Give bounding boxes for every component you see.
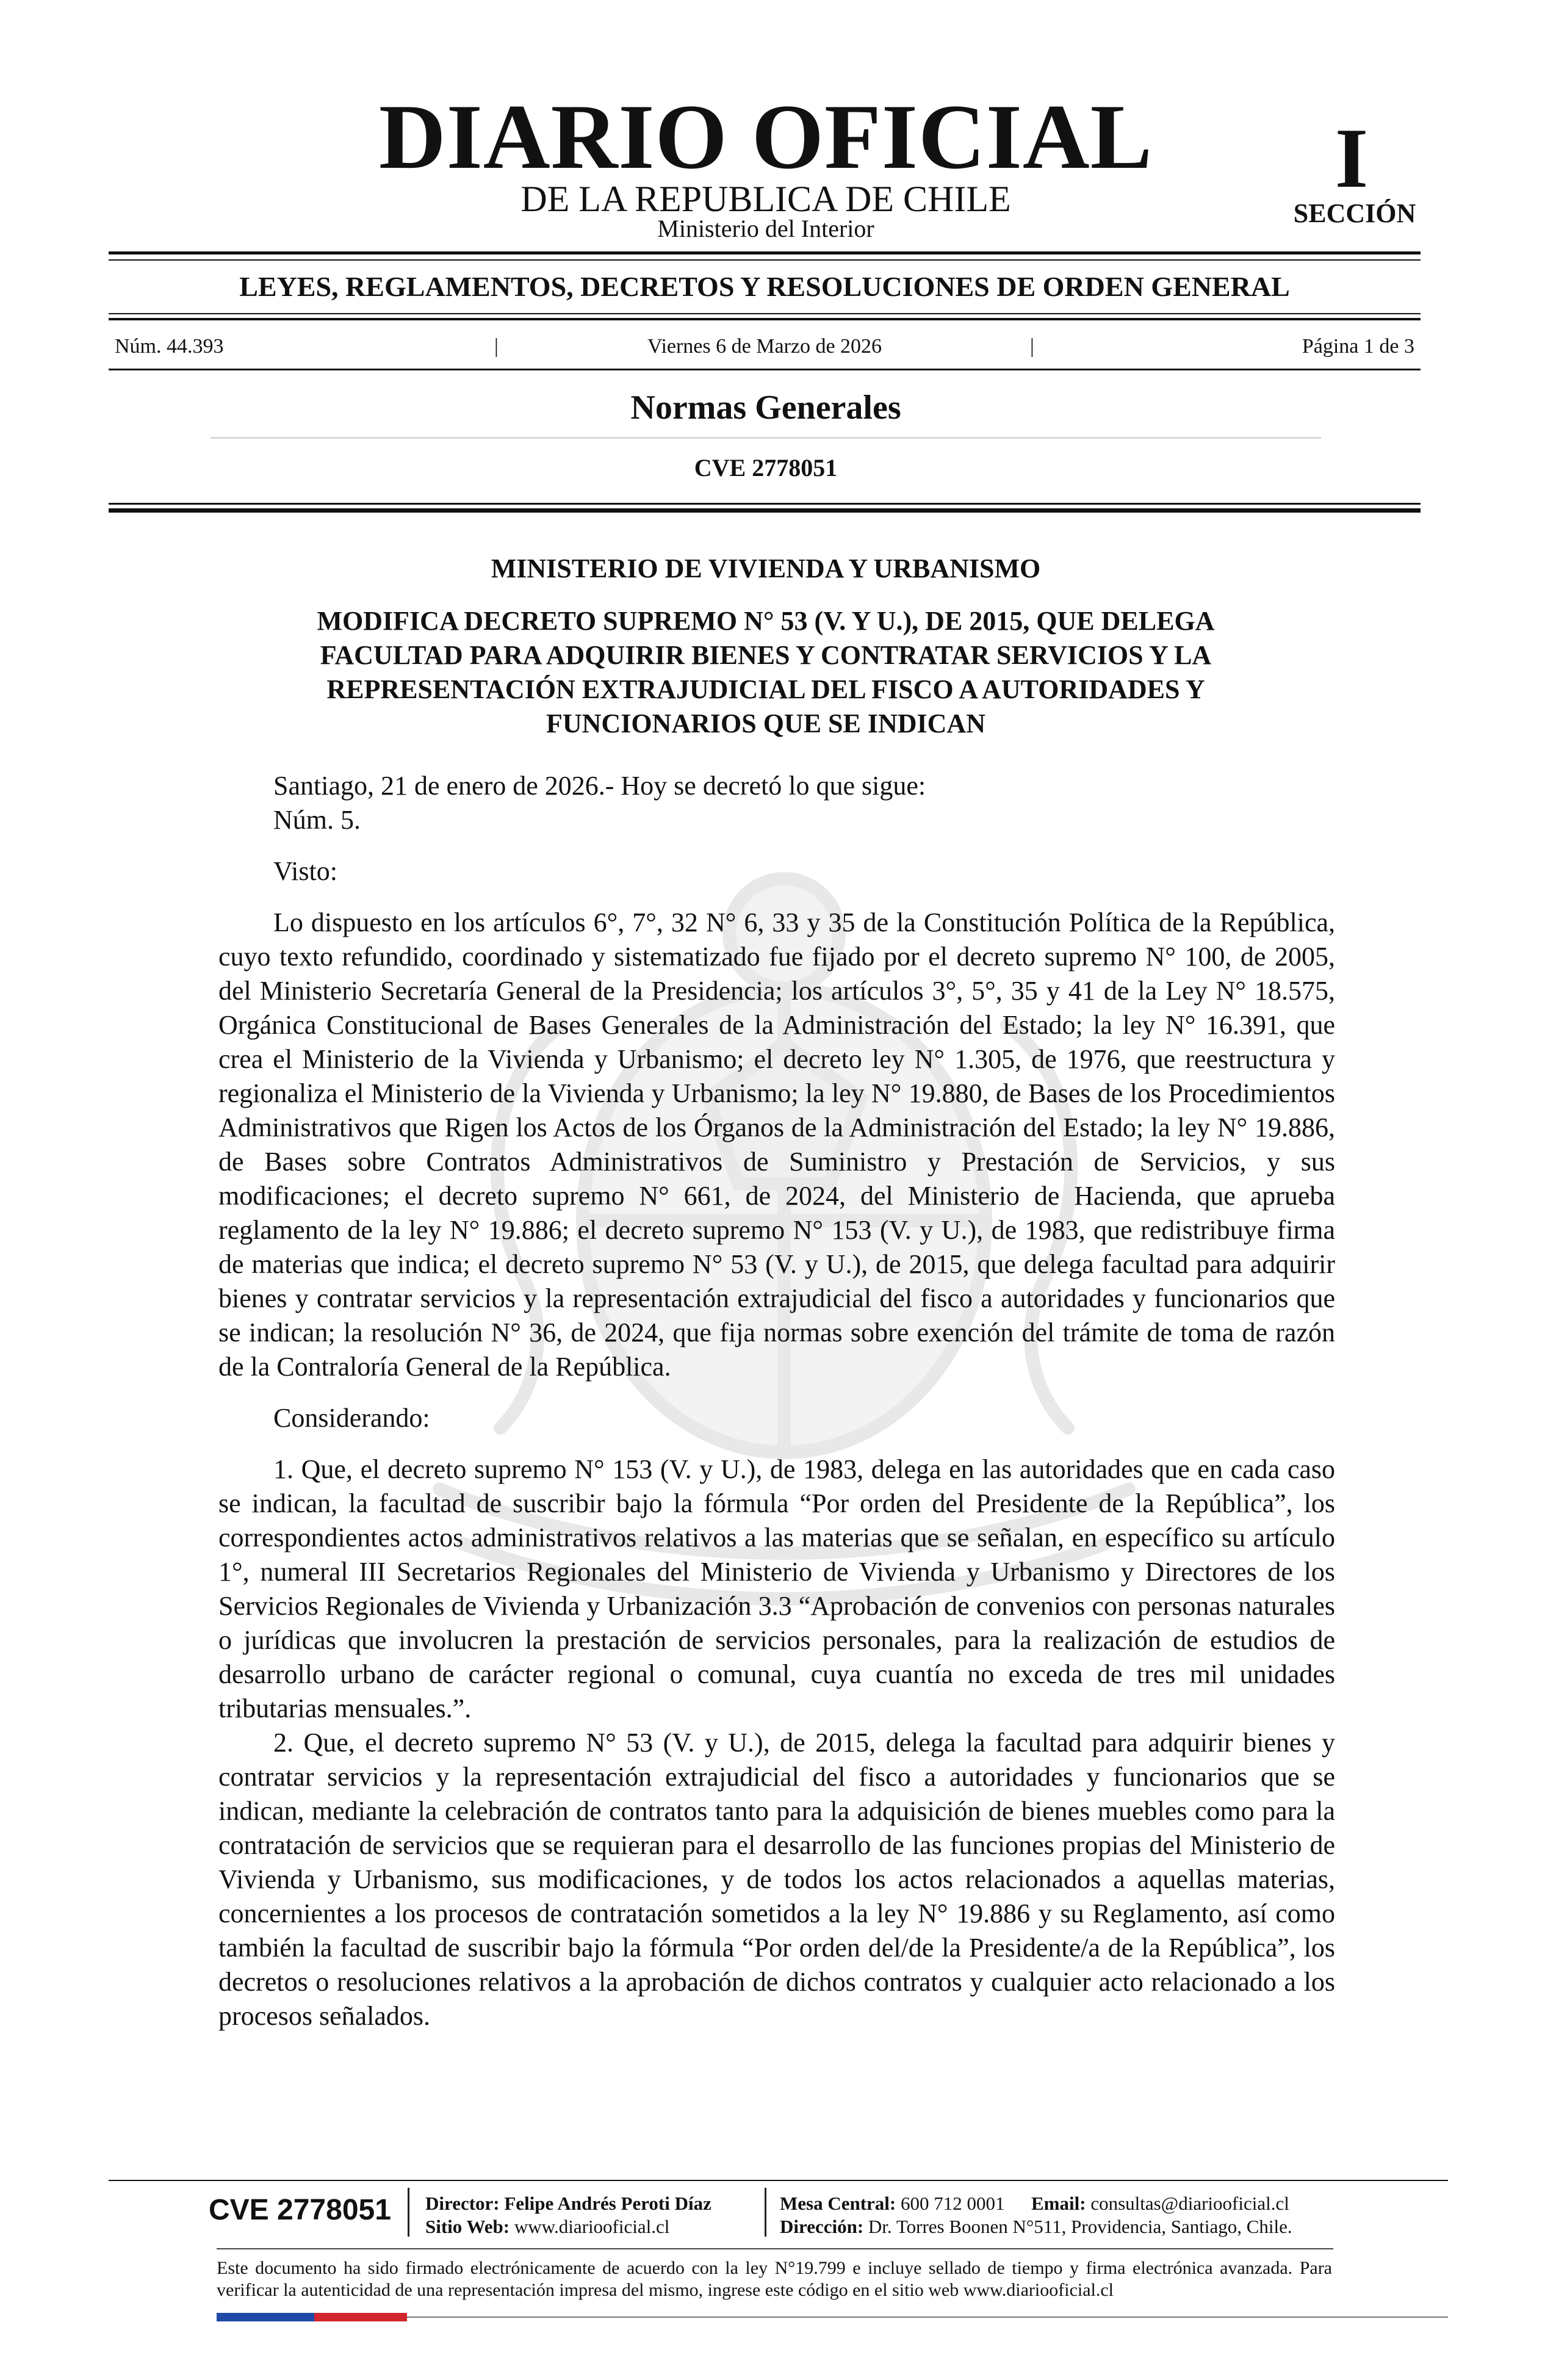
address-label: Dirección: — [780, 2216, 864, 2237]
issue-page: Página 1 de 3 — [1302, 335, 1414, 358]
footer-divider — [408, 2188, 409, 2237]
section-heading: Normas Generales — [630, 389, 901, 427]
mesa-value: 600 712 0001 — [901, 2193, 1005, 2214]
category-rule-thin — [109, 313, 1421, 314]
mesa-label: Mesa Central: — [780, 2193, 896, 2214]
masthead-rule-thick — [109, 251, 1421, 254]
section-divider — [211, 437, 1321, 439]
newspaper-title: DIARIO OFICIAL — [378, 85, 1153, 188]
decree-place-date: Santiago, 21 de enero de 2026.- Hoy se decretó lo que sigue: — [273, 771, 926, 801]
footer-address — [780, 2215, 1292, 2238]
considerando-label: Considerando: — [273, 1403, 430, 1433]
newspaper-ministry: Ministerio del Interior — [657, 215, 874, 242]
considerando-paragraph: 1. Que, el decreto supremo N° 153 (V. y U.), de 1983, delega en las autoridades que en cada caso se indican, la facultad de suscribir bajo la fórmula “Por orden del Presidente de la República”, los correspondientes actos administrativos relativos a las materias que se señalan, en específico su artículo 1°, numeral III Secretarios Regionales del Ministerio de Vivienda y Urbanismo y Directores de los Servicios Regionales de Vivienda y Urbanización 3.3 “Aprobación de convenios con personas naturales o jurídicas que involucren la prestación de servicios personales, para la realización de estudios de desarrollo urbano de carácter regional o comunal, cuya cuantía no exceda de tres mil unidades tributarias mensuales.”. — [218, 1454, 1335, 1723]
issue-separator: | — [1030, 335, 1034, 358]
flag-stripe-blue — [217, 2313, 314, 2321]
address-value: Dr. Torres Boonen N°511, Providencia, Santiago, Chile. — [868, 2216, 1292, 2237]
footer-legal-notice: Este documento ha sido firmado electrónicamente de acuerdo con la ley N°19.799 e incluye sellado de tiempo y firma electrónica avanzada. Para verificar la autenticidad de una representación impresa del mismo, ingrese este código en el sitio web www.diariooficial.cl — [217, 2258, 1332, 2300]
considerando-paragraph: 2. Que, el decreto supremo N° 53 (V. y U.), de 2015, delega la facultad para adquirir bienes y contratar servicios y la representación extrajudicial del fisco a autoridades y funcionarios que se indican, mediante la celebración de contratos tanto para la adquisición de bienes muebles como para la contratación de servicios que se requieran para el desarrollo de las funciones propias del Ministerio de Vivienda y Urbanismo, sus modificaciones, y de todos los actos relacionados a aquellas materias, concernientes a los procesos de contratación sometidos a la ley N° 19.886 y su Reglamento, así como también la facultad de suscribir bajo la fórmula “Por orden del/de la Presidente/a de la República”, los decretos o resoluciones relativos a la aprobación de dichos contratos y cualquier acto relacionado a los procesos señalados. — [218, 1728, 1335, 2031]
cve-rule-thick — [109, 508, 1421, 513]
footer-site — [425, 2215, 669, 2238]
newspaper-subtitle: DE LA REPUBLICA DE CHILE — [520, 179, 1011, 219]
footer-rule-mid — [217, 2248, 1333, 2249]
decree-title: MODIFICA DECRETO SUPREMO N° 53 (V. Y U.), DE 2015, QUE DELEGA FACULTAD PARA ADQUIRIR BIENES Y CONTRATAR SERVICIOS Y LA REPRESENTACIÓN EXTRAJUDICIAL DEL FISCO A AUTORIDADES Y FUNCIONARIOS QUE SE INDICAN — [317, 606, 1215, 738]
visto-paragraph: Lo dispuesto en los artículos 6°, 7°, 32 N° 6, 33 y 35 de la Constitución Política de la República, cuyo texto refundido, coordinado y sistematizado fue fijado por el decreto supremo N° 100, de 2005, del Ministerio Secretaría General de la Presidencia; los artículos 3°, 5°, 35 y 41 de la Ley N° 18.575, Orgánica Constitucional de Bases Generales de la Administración del Estado; la ley N° 16.391, que crea el Ministerio de la Vivienda y Urbanismo; el decreto ley N° 1.305, de 1976, que reestructura y regionaliza el Ministerio de la Vivienda y Urbanismo; la ley N° 19.880, de Bases de los Procedimientos Administrativos que Rigen los Actos de los Órganos de la Administración del Estado; la ley N° 19.886, de Bases sobre Contratos Administrativos de Suministro y Prestación de Servicios, y sus modificaciones; el decreto supremo N° 661, de 2024, del Ministerio de Hacienda, que aprueba reglamento de la ley N° 19.886; el decreto supremo N° 153 (V. y U.), de 1983, que redistribuye firma de materias que indica; el decreto supremo N° 53 (V. y U.), de 2015, que delega facultad para adquirir bienes y contratar servicios y la representación extrajudicial del fisco a autoridades y funcionarios que se indican; la resolución N° 36, de 2024, que fija normas sobre exención del trámite de toma de razón de la Contraloría General de la República. — [218, 907, 1335, 1382]
issue-number: Núm. 44.393 — [115, 335, 224, 358]
director-name: Felipe Andrés Peroti Díaz — [504, 2193, 711, 2214]
cve-code: CVE 2778051 — [694, 454, 838, 481]
decree-number: Núm. 5. — [273, 805, 361, 835]
site-link[interactable]: www.diariooficial.cl — [514, 2216, 670, 2237]
footer-divider — [765, 2188, 766, 2237]
section-number: I — [1334, 111, 1369, 206]
footer-director — [425, 2192, 711, 2215]
email-link[interactable]: consultas@diariooficial.cl — [1090, 2193, 1289, 2214]
masthead-rule-thin — [109, 259, 1421, 261]
decree-ministry: MINISTERIO DE VIVIENDA Y URBANISMO — [491, 554, 1041, 583]
site-label: Sitio Web: — [425, 2216, 510, 2237]
footer-rule-bottom — [407, 2317, 1448, 2318]
email-label: Email: — [1031, 2193, 1086, 2214]
footer-cve-code: CVE 2778051 — [209, 2194, 391, 2226]
footer-rule-top — [109, 2180, 1448, 2181]
footer-contact — [780, 2192, 1289, 2215]
section-label: SECCIÓN — [1293, 198, 1416, 228]
issue-date: Viernes 6 de Marzo de 2026 — [647, 335, 882, 358]
category-rule-thick — [109, 318, 1421, 320]
category-heading: LEYES, REGLAMENTOS, DECRETOS Y RESOLUCIONES DE ORDEN GENERAL — [239, 271, 1290, 302]
decree-body — [218, 769, 1335, 2033]
flag-stripe-red — [314, 2313, 407, 2321]
issue-separator: | — [494, 335, 499, 358]
director-label: Director: — [425, 2193, 500, 2214]
issue-info-row — [109, 334, 1421, 359]
issue-rule — [109, 369, 1421, 370]
cve-rule-thin — [109, 503, 1421, 505]
visto-label: Visto: — [273, 856, 337, 886]
